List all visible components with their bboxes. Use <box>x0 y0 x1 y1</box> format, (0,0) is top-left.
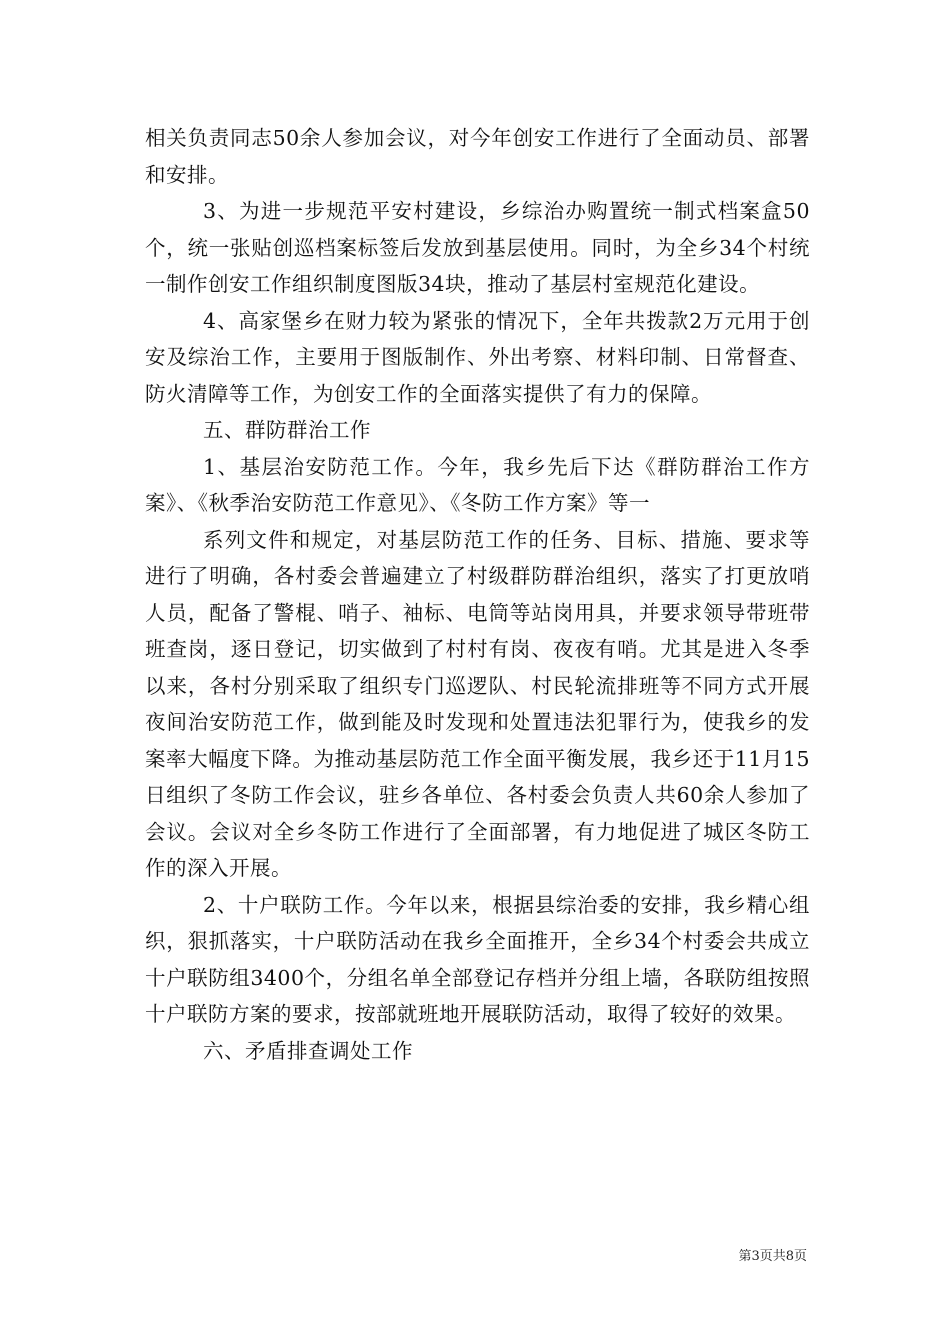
document-body <box>145 120 810 1069</box>
page-number-footer: 第3页共8页 <box>738 1249 807 1264</box>
paragraph-2: 3、为进一步规范平安村建设，乡综治办购置统一制式档案盒50个，统一张贴创巡档案标签后发放到基层使用。同时，为全乡34个村统一制作创安工作组织制度图版34块，推动了基层村室规范化建设。 <box>145 199 810 296</box>
paragraph-4: 1、基层治安防范工作。今年，我乡先后下达《群防群治工作方案》、《秋季治安防范工作意见》、《冬防工作方案》等一 <box>145 454 810 515</box>
paragraph-5: 系列文件和规定，对基层防范工作的任务、目标、措施、要求等进行了明确，各村委会普遍建立了村级群防群治组织，落实了打更放哨人员，配备了警棍、哨子、袖标、电筒等站岗用具，并要求领导带班带班查岗，逐日登记，切实做到了村村有岗、夜夜有哨。尤其是进入冬季以来，各村分别采取了组织专门巡逻队、村民轮流排班等不同方式开展夜间治安防范工作，做到能及时发现和处置违法犯罪行为，使我乡的发案率大幅度下降。为推动基层防范工作全面平衡发展，我乡还于11月15日组织了冬防工作会议，驻乡各单位、各村委会负责人共60余人参加了会议。会议对全乡冬防工作进行了全面部署，有力地促进了城区冬防工作的深入开展。 <box>145 527 810 880</box>
paragraph-3: 4、高家堡乡在财力较为紧张的情况下，全年共拨款2万元用于创安及综治工作，主要用于图版制作、外出考察、材料印制、日常督查、防火清障等工作，为创安工作的全面落实提供了有力的保障。 <box>145 308 810 406</box>
paragraph-1: 相关负责同志50余人参加会议，对今年创安工作进行了全面动员、部署和安排。 <box>145 126 810 187</box>
section-heading-5: 五、群防群治工作 <box>203 418 371 442</box>
paragraph-6: 2、十户联防工作。今年以来，根据县综治委的安排，我乡精心组织，狠抓落实，十户联防活动在我乡全面推开，全乡34个村委会共成立十户联防组3400个，分组名单全部登记存档并分组上墙，各联防组按照十户联防方案的要求，按部就班地开展联防活动，取得了较好的效果。 <box>145 892 810 1026</box>
section-heading-6: 六、矛盾排查调处工作 <box>203 1038 413 1063</box>
